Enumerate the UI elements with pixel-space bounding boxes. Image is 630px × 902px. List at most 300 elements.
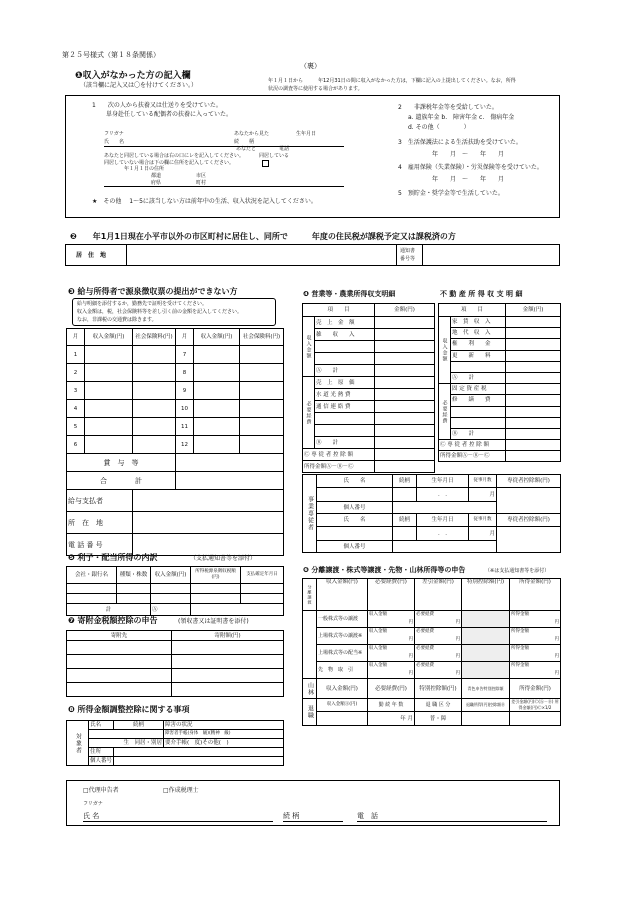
divider — [422, 245, 423, 265]
divider — [126, 245, 127, 265]
adj-care: 要介手帳( 度)その他( ) — [164, 739, 284, 748]
income-cell[interactable] — [85, 364, 133, 382]
month-cell: 7 — [176, 346, 194, 364]
yama-col-special: 特別控除額(円) — [415, 679, 462, 699]
cell-income2-field[interactable]: 円 — [510, 670, 561, 679]
emp1-months[interactable]: 月 — [469, 488, 497, 502]
col-income: 収入金額(円) — [194, 329, 240, 346]
yama-label: 山林 — [303, 679, 317, 699]
cell-expense-label: 必要経費 — [415, 611, 462, 619]
residence-label: 居 住 地 — [76, 252, 107, 259]
support-note1: あなたと同居している場合は右の口にレを記入してください。 — [104, 153, 245, 159]
section5-note: （支払通知書等を添付） — [190, 555, 257, 562]
agent-checkbox[interactable]: □代理申告者 — [83, 787, 119, 794]
todofuken-label: 都道 — [151, 173, 162, 179]
left-total-b-amount[interactable] — [375, 437, 435, 449]
adj-address-label: 住所 — [89, 748, 114, 757]
section7-note: (領収書又は証明書を添付) — [178, 618, 249, 625]
donation-field[interactable] — [67, 655, 172, 669]
right-total-b-amount[interactable] — [506, 428, 561, 439]
item3-text: 3 生活保護法による生活扶助を受けていた。 — [398, 139, 522, 146]
total-label: 合 計 — [67, 472, 176, 490]
cell-income-label: 収入金額 — [368, 645, 415, 653]
cell-expense-field[interactable]: 円 — [415, 636, 462, 645]
footer-box — [66, 780, 560, 826]
social-cell[interactable] — [240, 382, 284, 400]
section1-title: ❶収入がなかった方の記入欄 — [75, 71, 191, 81]
amount-header: 金額(円) — [506, 304, 561, 317]
footer-rel-line[interactable] — [283, 821, 343, 822]
yama-col-expense: 必要経費(円) — [368, 679, 415, 699]
item4-text: 4 雇用保険（失業保険）・労災保険等を受けていた。 — [398, 164, 543, 171]
income-cell[interactable] — [85, 382, 133, 400]
cell-income2-field[interactable]: 円 — [510, 619, 561, 628]
donation-field[interactable] — [67, 669, 172, 683]
col-withholding: 所得税源泉徴収税額(円) — [191, 567, 241, 584]
left-deduct: Ⓒ 専 従 者 控 除 額 — [303, 449, 375, 461]
row-field[interactable] — [241, 584, 284, 594]
separate-row-label: 上場株式等の譲渡※ — [317, 628, 368, 645]
separate-side-blank — [303, 611, 317, 679]
item4-period: 年 月 ～ 年 月 — [432, 176, 505, 183]
emp1-deduct[interactable] — [497, 488, 561, 514]
cell-income-label: 収入金額 — [368, 662, 415, 670]
emp2-rel[interactable] — [393, 527, 417, 541]
zokugara-label: 続 柄 — [234, 139, 255, 145]
t-income-field[interactable] — [317, 712, 368, 726]
footer-name-label: 氏 名 — [83, 812, 100, 820]
income-cell[interactable] — [85, 346, 133, 364]
right-expense-amount[interactable] — [506, 406, 561, 417]
section8-title: ❽ 所得金額調整控除に関する事項 — [68, 705, 190, 714]
cell-income2-field[interactable]: 円 — [510, 653, 561, 662]
donation-field[interactable] — [172, 641, 284, 655]
right-income-amount[interactable] — [506, 328, 561, 339]
taishoku-label: 退職 — [303, 699, 317, 726]
emp2-no[interactable] — [393, 541, 497, 553]
cell-expense-label: 必要経費 — [415, 662, 462, 670]
col-diff: 差引金額(円) — [415, 579, 462, 611]
month-cell: 5 — [67, 418, 85, 436]
section7-title: ❼ 寄附金税額控除の申告 — [68, 616, 158, 625]
interest-total-label: 計 — [67, 604, 151, 616]
interest-total-a[interactable]: Ⓐ — [151, 604, 191, 616]
cell-income-label: 収入金額 — [368, 628, 415, 636]
left-total-b: Ⓑ 計 — [315, 437, 375, 449]
left-expense-amount[interactable] — [375, 389, 435, 401]
income-side-label: 収入金額 — [439, 317, 451, 384]
left-income-amount[interactable] — [375, 317, 435, 329]
emp-months-header: 従事月数 — [469, 475, 497, 488]
section1-period: 年１月１日から 年12月31日の間に収入がなかった方は，下欄に記入の上提出してください。なお，所得 — [268, 78, 516, 84]
month-cell: 6 — [67, 436, 85, 454]
row-field[interactable] — [191, 584, 241, 594]
adj-name-field[interactable] — [89, 730, 164, 739]
section3-note-box — [72, 298, 276, 326]
address-line[interactable] — [104, 186, 344, 187]
adj-name-label: 氏名 — [89, 721, 114, 730]
left-deduct-amount[interactable] — [375, 449, 435, 461]
income-cell[interactable] — [194, 418, 240, 436]
expense-side-label: 必要経費 — [439, 384, 451, 440]
section2-box — [65, 244, 560, 266]
social-cell[interactable] — [240, 418, 284, 436]
emp1-rel[interactable] — [393, 488, 417, 502]
right-income-total-amount[interactable] — [506, 451, 561, 462]
month-cell: 4 — [67, 400, 85, 418]
t-month-unit: 月 — [407, 715, 413, 722]
adj-no-field[interactable] — [114, 757, 284, 766]
adj-birth-label: 生 同居・別居 — [89, 739, 164, 748]
item2d-text: d. その他（ ） — [408, 124, 470, 131]
emp-birth-header: 生年月日 — [417, 514, 469, 527]
left-expense-item: 水 道 光 熱 費 — [315, 389, 375, 401]
emp1-no-label: 個人番号 — [317, 502, 393, 514]
col-donation: 寄附額(円) — [172, 631, 284, 641]
s3-note1: 給与明細を添付するか，勤務先で証明を受けてください。 — [77, 301, 208, 307]
section1-period2: 状況の調査等に使用する場合があります。 — [268, 86, 363, 92]
income-cell[interactable] — [85, 436, 133, 454]
item-header: 項 目 — [439, 304, 506, 317]
col-income: 収入金額(円) — [317, 579, 368, 611]
donation-field[interactable] — [67, 683, 172, 697]
col-social: 社会保険料(円) — [240, 329, 284, 346]
item2a-text: a. 遺族年金 b. 障害年金 c. 傷病年金 — [408, 114, 515, 121]
right-income-amount[interactable] — [506, 317, 561, 328]
cell-expense-field[interactable]: 円 — [415, 653, 462, 662]
emp2-no-label: 個人番号 — [317, 541, 393, 553]
social-cell[interactable] — [240, 436, 284, 454]
month-cell: 1 — [67, 346, 85, 364]
separate-side-label: 分離譲渡 — [303, 579, 317, 611]
right-income-amount[interactable] — [506, 339, 561, 350]
right-expense-item — [451, 406, 506, 417]
section1-note: （該当欄に記入又は〇を付けてください。） — [80, 82, 198, 89]
income-cell[interactable] — [85, 418, 133, 436]
t-years-field[interactable] — [368, 712, 415, 726]
footer-furigana: フリガナ — [83, 801, 103, 807]
donation-field[interactable] — [172, 655, 284, 669]
row-field[interactable] — [117, 584, 151, 594]
t-col-kind: 退 職 区 分 — [415, 699, 462, 712]
month-cell: 10 — [176, 400, 194, 418]
emp-rel-header: 続柄 — [393, 475, 417, 488]
emp2-name[interactable] — [317, 527, 393, 541]
shiku-label: 市区 — [196, 173, 207, 179]
bonus-field[interactable] — [176, 454, 284, 472]
right-income-item: 更 新 料 — [451, 350, 506, 361]
cell-blank — [462, 645, 510, 662]
yama-col-blue: 青色申告特別控除額 — [462, 679, 510, 699]
social-cell[interactable] — [133, 346, 176, 364]
income-cell[interactable] — [194, 364, 240, 382]
left-income-amount[interactable] — [375, 353, 435, 365]
payer-field[interactable] — [133, 490, 284, 512]
emp2-deduct[interactable] — [497, 527, 561, 553]
item1-text: 1 次の人から扶養又は仕送りを受けていた。 — [92, 102, 222, 109]
item3-period: 年 月 ～ 年 月 — [432, 151, 505, 158]
cell-expense-label: 必要経費 — [415, 628, 462, 636]
furigana-label: フリガナ — [104, 131, 124, 137]
adj-disab-note: 障害者手帳(身体 級)(精神 級) — [164, 730, 284, 739]
notice-label: 通知書 — [400, 248, 416, 254]
emp-deduct-header: 専従者控除額(円) — [497, 475, 561, 488]
row-field[interactable] — [67, 584, 117, 594]
emp1-birth[interactable]: . . — [417, 488, 469, 502]
notice-no-label: 番号等 — [400, 256, 416, 262]
birth-label: 生年月日 — [296, 131, 317, 137]
income-cell[interactable] — [194, 400, 240, 418]
adj-rel-label: 続柄 — [114, 721, 164, 730]
emp-rel-header: 続柄 — [393, 514, 417, 527]
income-cell[interactable] — [194, 382, 240, 400]
right-income-total: 所得金額Ⓐ－Ⓑ－Ⓒ — [439, 451, 506, 462]
item2-text: 2 非課税年金等を受給していた。 — [398, 104, 498, 111]
right-total-a-amount[interactable] — [506, 372, 561, 383]
cell-income2-field[interactable]: 円 — [510, 636, 561, 645]
tax-accountant-checkbox[interactable]: □作成税理士 — [163, 787, 199, 794]
form-number: 第２５号様式（第１８条関係） — [62, 51, 160, 59]
left-income-amount[interactable] — [375, 341, 435, 353]
section1-box — [65, 95, 560, 218]
cell-income2-label: 所得金額 — [510, 645, 561, 653]
emp-birth-header: 生年月日 — [417, 475, 469, 488]
payer-label: 給与支払者 — [67, 490, 133, 512]
month-cell: 3 — [67, 382, 85, 400]
col-month: 月 — [67, 329, 85, 346]
row-field[interactable] — [117, 594, 151, 604]
total-field[interactable] — [176, 472, 284, 490]
left-income-total-amount[interactable] — [375, 461, 435, 473]
right-income-item: 権 利 金 — [451, 339, 506, 350]
emp-months-header: 従事月数 — [469, 514, 497, 527]
separate-table — [302, 578, 561, 726]
right-expense-amount[interactable] — [506, 417, 561, 428]
row-field[interactable] — [191, 594, 241, 604]
left-total-a: Ⓐ 計 — [315, 365, 375, 377]
section3-title: ❸ 給与所得者で源泉徴収票の提出ができない方 — [68, 287, 238, 296]
social-cell[interactable] — [133, 364, 176, 382]
col-date: 支払確定年月日 — [241, 567, 284, 584]
phone-label: 電話 — [279, 146, 290, 152]
row-field[interactable] — [151, 584, 191, 594]
left-expense-item — [315, 413, 375, 425]
col-donee: 寄附先 — [67, 631, 172, 641]
left-income-item: 雑 収 入 — [315, 329, 375, 341]
footer-rel-label: 続 柄 — [283, 812, 300, 820]
cell-blank — [462, 611, 510, 628]
right-expense-item: 固 定 資 産 税 — [451, 384, 506, 395]
s3-note2: 収入金額は，税，社会保険料等を差し引く前の金額を記入してください。 — [77, 309, 243, 315]
col-company: 会社・銀行名 — [67, 567, 117, 584]
fuken-label: 府県 — [151, 180, 162, 186]
cell-income-field[interactable]: 円 — [368, 653, 415, 662]
left-expense-amount[interactable] — [375, 377, 435, 389]
right-total-b: Ⓑ 計 — [451, 428, 506, 439]
cell-expense-label: 必要経費 — [415, 645, 462, 653]
right-income-item: 地 代 収 入 — [451, 328, 506, 339]
income-side-label: 収入金額 — [303, 317, 315, 377]
right-expense-item: 修 繕 費 — [451, 395, 506, 406]
interest-table — [66, 566, 284, 616]
t-year-unit: 年 — [400, 715, 406, 722]
row-field[interactable] — [241, 594, 284, 604]
adjustment-table — [66, 720, 284, 766]
employee-table — [302, 474, 561, 553]
month-cell: 2 — [67, 364, 85, 382]
emp1-no[interactable] — [393, 502, 497, 514]
emp-name-header: 氏 名 — [317, 514, 393, 527]
income-cell[interactable] — [194, 346, 240, 364]
right-income-item — [451, 361, 506, 372]
divider — [396, 245, 397, 265]
interest-total-field[interactable] — [191, 604, 284, 616]
social-cell[interactable] — [133, 382, 176, 400]
anata-label: あなたと — [236, 146, 257, 152]
s3-note3: なお，非課税の交通費は除きます。 — [77, 317, 157, 323]
col-kind: 種類・株数 — [117, 567, 151, 584]
left-expense-amount[interactable] — [375, 425, 435, 437]
salary-table — [66, 328, 284, 556]
col-income: 収入金額(円) — [151, 567, 191, 584]
cell-income-field[interactable]: 円 — [368, 670, 415, 679]
emp2-months[interactable]: 月 — [469, 527, 497, 541]
cell-blank — [462, 628, 510, 645]
dokyo-label: 同居している — [259, 153, 290, 159]
left-expense-amount[interactable] — [375, 401, 435, 413]
social-cell[interactable] — [240, 364, 284, 382]
tel-label: 電 話 番 号 — [67, 534, 133, 556]
right-deduct-amount[interactable] — [506, 440, 561, 451]
cell-income2-label: 所得金額 — [510, 662, 561, 670]
right-expense-amount[interactable] — [506, 395, 561, 406]
social-cell[interactable] — [240, 346, 284, 364]
left-income-amount[interactable] — [375, 329, 435, 341]
col-expense: 必要経費(円) — [368, 579, 415, 611]
emp2-birth[interactable]: . . — [417, 527, 469, 541]
section4-title: ❹ 営業等・農業所得収支明細 — [303, 290, 396, 298]
t-col-income: 収入金額Ⓐ(円) — [317, 699, 368, 712]
t-total-field[interactable] — [510, 712, 561, 726]
location-label: 所 在 地 — [67, 512, 133, 534]
amount-header: 金額(円) — [375, 304, 435, 317]
business-table — [302, 303, 435, 473]
emp-deduct-header: 専従者控除額(円) — [497, 514, 561, 527]
left-expense-item: 売 上 原 価 — [315, 377, 375, 389]
cell-income-field[interactable]: 円 — [368, 619, 415, 628]
name-line[interactable] — [104, 146, 344, 147]
location-field[interactable] — [133, 512, 284, 534]
social-cell[interactable] — [133, 418, 176, 436]
footer-name-line[interactable] — [83, 821, 273, 822]
adj-no-label: 個人番号 — [90, 758, 113, 764]
adj-disab-label: 障害の状況 — [164, 721, 284, 730]
other-text: ★ その他 1～5に該当しない方は前年中の生活、収入状況を記入してください。 — [92, 198, 317, 205]
col-income: 収入金額(円) — [85, 329, 133, 346]
income-cell[interactable] — [85, 400, 133, 418]
left-expense-amount[interactable] — [375, 413, 435, 425]
name-label: 氏 名 — [104, 139, 125, 145]
cell-income2-label: 所得金額 — [510, 611, 561, 619]
cell-income-field[interactable]: 円 — [368, 636, 415, 645]
emp-name-header: 氏 名 — [317, 475, 393, 488]
right-income-item: 家 賃 収 入 — [451, 317, 506, 328]
emp1-name[interactable] — [317, 488, 393, 502]
social-cell[interactable] — [133, 436, 176, 454]
donation-table — [66, 630, 284, 697]
target-side-label: 対象者 — [67, 721, 89, 766]
employee-side-label: 事業専従者 — [303, 475, 317, 553]
left-expense-item — [315, 425, 375, 437]
donation-field[interactable] — [67, 641, 172, 655]
section5-title: ❺ 利子・配当所得の内訳 — [68, 553, 158, 562]
yama-col-income: 収入金額(円) — [317, 679, 368, 699]
row-field[interactable] — [67, 594, 117, 604]
realestate-table — [438, 303, 561, 462]
left-income-item: 売 上 金 額 — [315, 317, 375, 329]
cell-blank — [462, 662, 510, 679]
t-kind-field[interactable]: 普・障 — [415, 712, 462, 726]
right-deduct: Ⓒ 専 従 者 控 除 額 — [439, 440, 506, 451]
bonus-label: 賞 与 等 — [67, 454, 176, 472]
col-month: 月 — [176, 329, 194, 346]
left-total-a-amount[interactable] — [375, 365, 435, 377]
right-total-a: Ⓐ 計 — [451, 372, 506, 383]
item5-text: 5 預貯金・奨学金等で生活していた。 — [398, 190, 504, 197]
section6-title: ❻ 分離譲渡・株式等譲渡・先物・山林所得等の申告 — [303, 566, 466, 574]
section6-note: （※は支払通知書等を添付） — [485, 568, 550, 574]
left-income-item — [315, 341, 375, 353]
donation-field[interactable] — [172, 683, 284, 697]
cell-income2-label: 所得金額 — [510, 628, 561, 636]
adj-address-field[interactable] — [114, 748, 284, 757]
yama-col-total: 所得金額(円) — [510, 679, 561, 699]
separate-row-label: 一般株式等の譲渡 — [317, 611, 368, 628]
t-col-total: 所得金額(円)Ⓒ×1/2 — [518, 699, 559, 710]
social-cell[interactable] — [133, 400, 176, 418]
jan1-label: 年１月１日の住所 — [124, 166, 165, 172]
t-col-deduct: 退職所得(円)控除額Ⓑ — [462, 699, 510, 712]
expense-side-label: 必要経費 — [303, 377, 315, 449]
left-expense-item: 通 信 連 絡 費 — [315, 401, 375, 413]
social-cell[interactable] — [240, 400, 284, 418]
support-note2: 同居していない場合は下の欄に住所を記入してください。 — [104, 160, 235, 166]
footer-tel-line[interactable] — [357, 821, 547, 822]
separate-row-label: 上場株式等の配当※ — [317, 645, 368, 662]
t-col-diff-total — [510, 699, 561, 712]
col-social: 社会保険料(円) — [133, 329, 176, 346]
col-special: 特別控除額(円) — [462, 579, 510, 611]
donation-field[interactable] — [172, 669, 284, 683]
right-expense-amount[interactable] — [506, 384, 561, 395]
cell-expense-field[interactable]: 円 — [415, 619, 462, 628]
right-income-amount[interactable] — [506, 350, 561, 361]
cell-expense-field[interactable]: 円 — [415, 670, 462, 679]
t-deduct-field[interactable] — [462, 712, 510, 726]
page-side: （裏） — [300, 62, 321, 70]
row-field[interactable] — [151, 594, 191, 604]
dokyo-checkbox[interactable] — [262, 160, 269, 167]
month-cell: 9 — [176, 382, 194, 400]
footer-tel-label: 電 話 — [357, 812, 378, 820]
right-income-amount[interactable] — [506, 361, 561, 372]
t-col-years: 勤 続 年 数 — [368, 699, 415, 712]
income-cell[interactable] — [194, 436, 240, 454]
item1b-text: 単身赴任している配偶者の扶養に入っていた。 — [106, 111, 233, 118]
left-income-total: 所得金額Ⓐ－Ⓑ－Ⓒ — [303, 461, 375, 473]
section4-title2: 不 動 産 所 得 収 支 明 細 — [440, 290, 523, 298]
col-income-total: 所得金額(円) — [510, 579, 561, 611]
